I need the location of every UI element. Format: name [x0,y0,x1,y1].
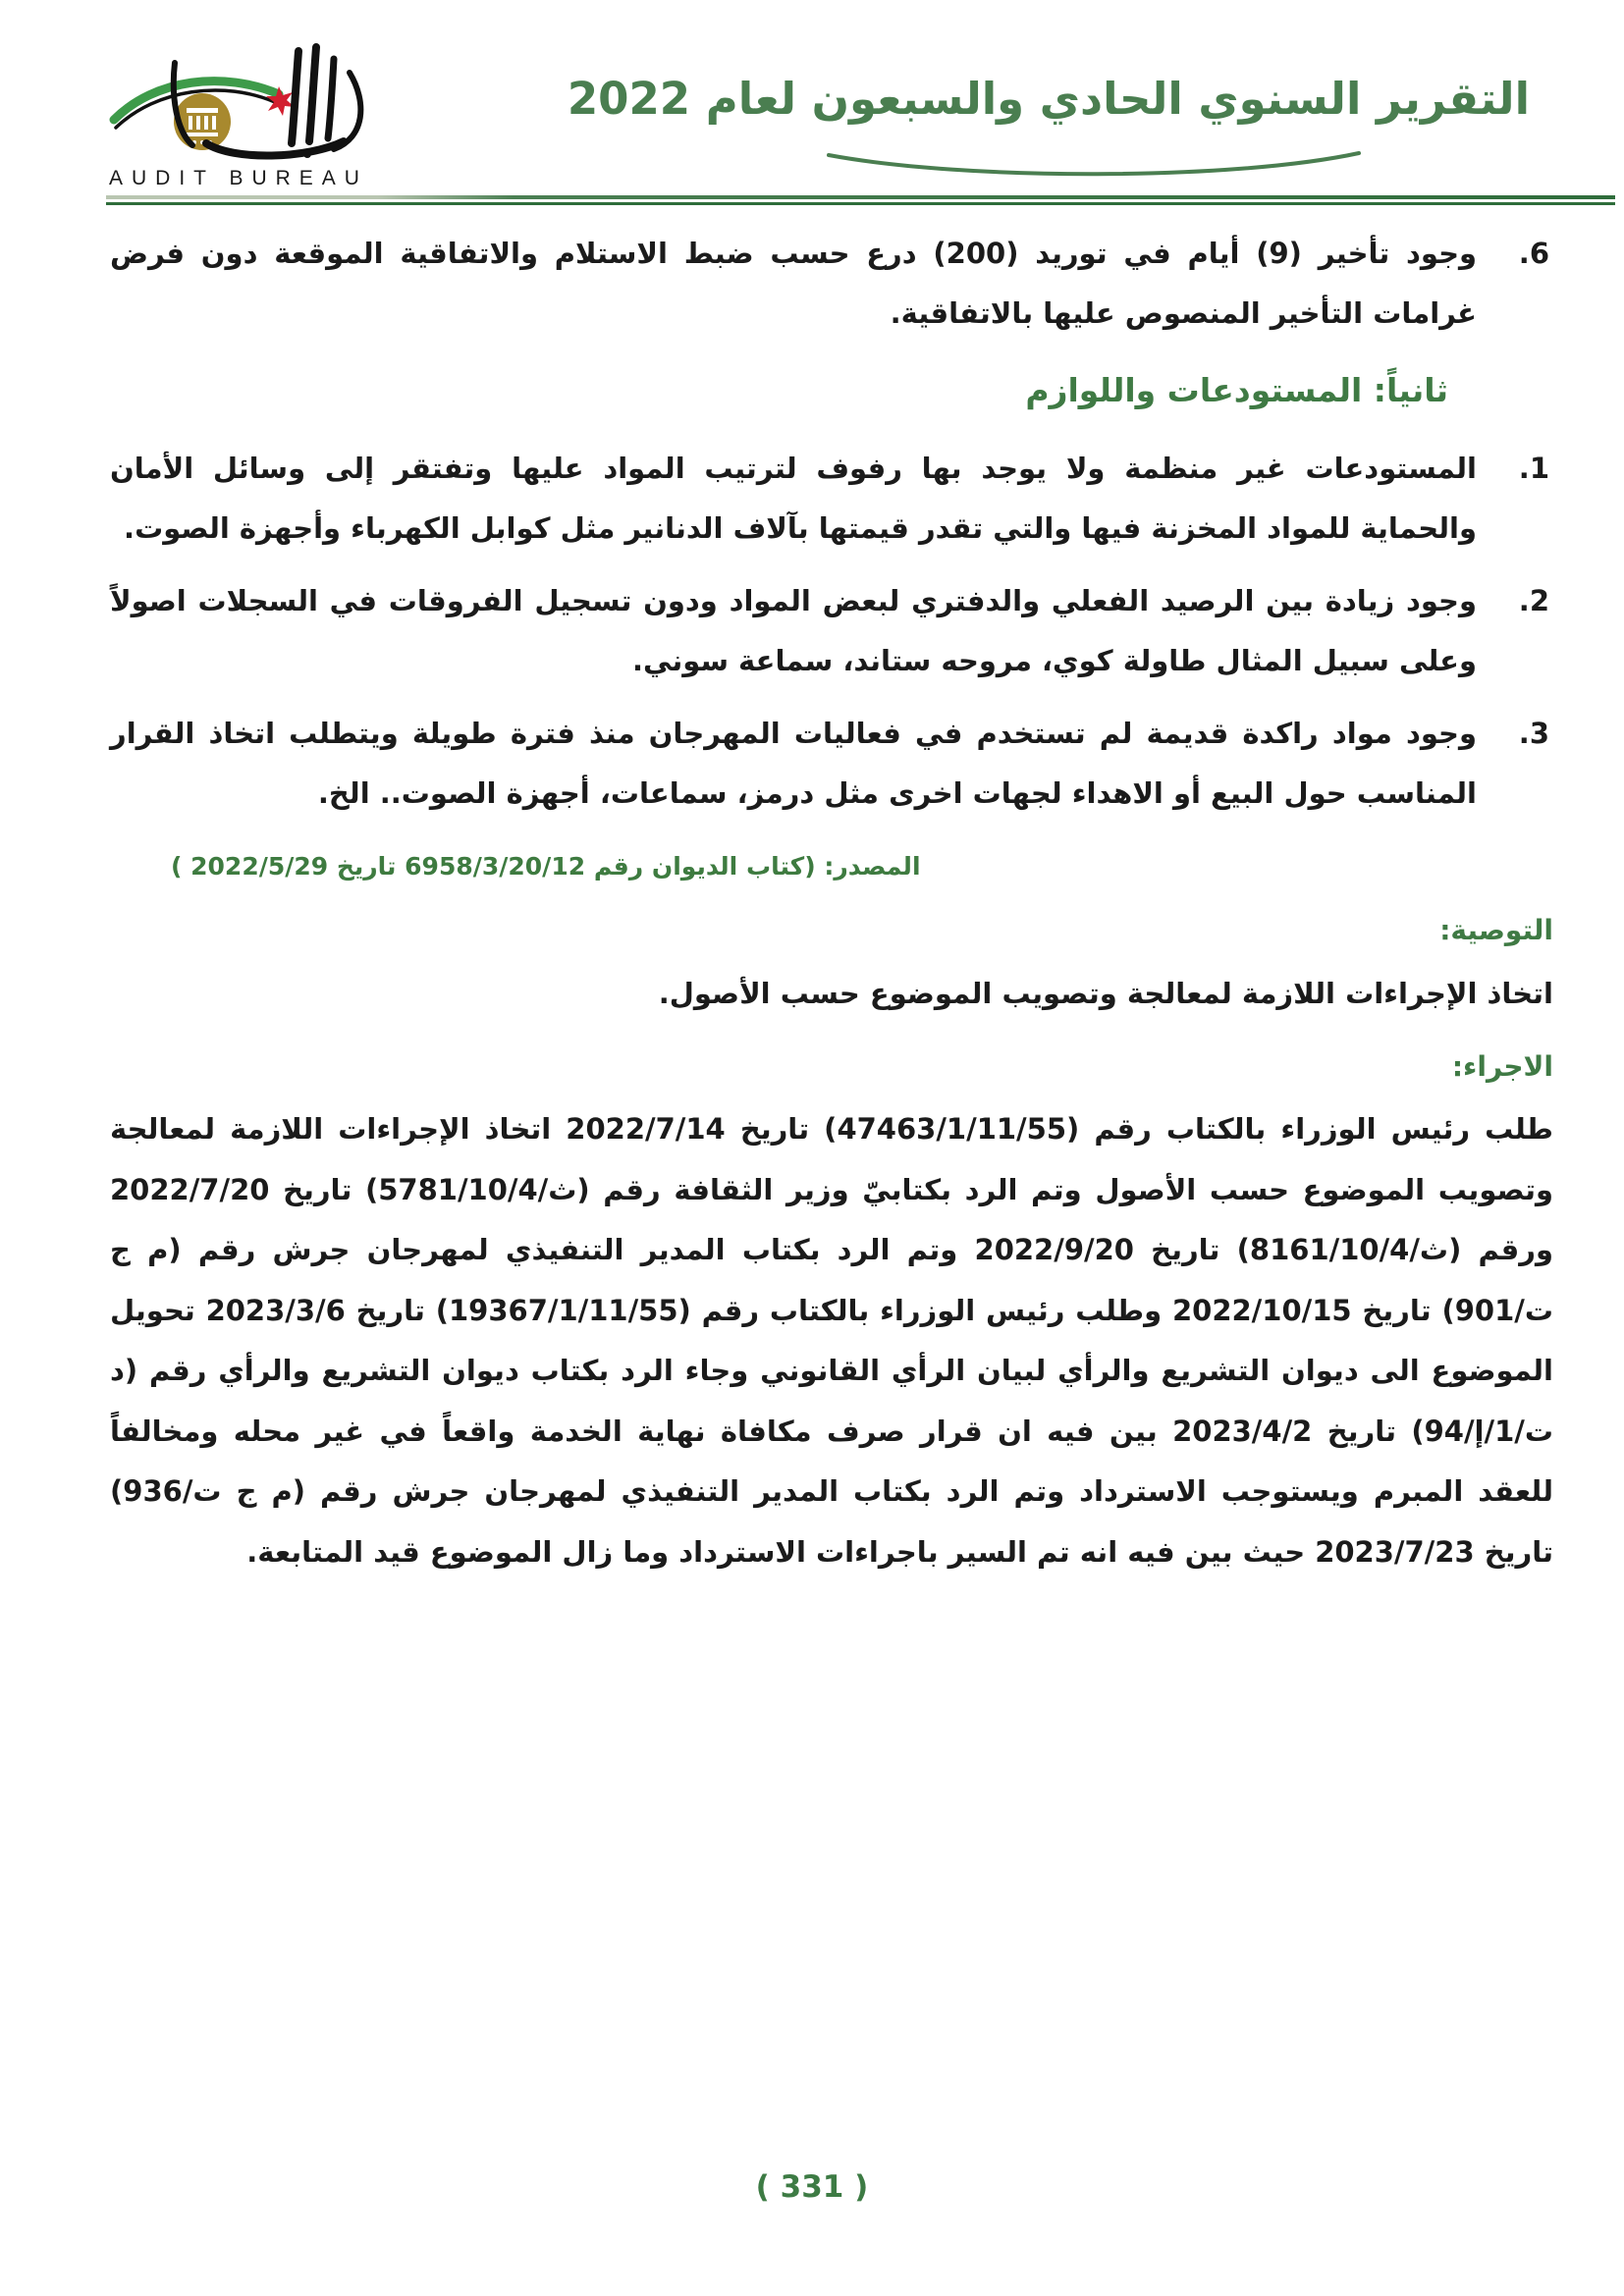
finding-number: 6. [1518,237,1549,270]
title-swash-decoration [819,147,1369,181]
logo-latin-name: AUDIT BUREAU [109,167,368,189]
finding-number: 2. [1518,583,1549,617]
finding-text: وجود تأخير (9) أيام في توريد (200) درع حسب ضبط الاستلام والاتفاقية الموقعة دون فرض غرامات التأخير المنصوص عليها بالاتفاقية. [110,237,1477,331]
report-title: التقرير السنوي الحادي والسبعون لعام 2022 [567,73,1530,125]
finding-number: 1. [1518,451,1549,485]
finding-item-2 [110,571,1553,692]
audit-bureau-logo [86,43,391,190]
source-line: المصدر: (كتاب الديوان رقم 6958/3/20/12 تاريخ 2022/5/29 ) [171,851,921,881]
logo-gold-emblem [174,93,231,150]
header-divider [106,195,1615,205]
finding-number: 3. [1518,716,1549,750]
finding-text: وجود مواد راكدة قديمة لم تستخدم في فعاليات المهرجان منذ فترة طويلة ويتطلب اتخاذ القرار المناسب حول البيع أو الاهداء لجهات اخرى مثل درمز، سماعات، أجهزة الصوت.. الخ. [110,716,1477,811]
recommendation-text: اتخاذ الإجراءات اللازمة لمعالجة وتصويب الموضوع حسب الأصول. [658,976,1553,1010]
logo-graphic [86,43,391,161]
action-heading: الاجراء: [1451,1050,1553,1084]
finding-item-1 [110,439,1553,560]
finding-item-6 [110,224,1553,345]
report-body [110,224,1553,1588]
page-number: ( 331 ) [755,2169,869,2205]
finding-text: وجود زيادة بين الرصيد الفعلي والدفتري لبعض المواد ودون تسجيل الفروقات في السجلات اصولاً وعلى سبيل المثال طاولة كوي، مروحه ستاند، سماعة سوني. [110,583,1477,678]
recommendation-heading: التوصية: [1439,914,1553,947]
finding-item-3 [110,704,1553,825]
action-text: طلب رئيس الوزراء بالكتاب رقم (47463/1/11/55) تاريخ 2022/7/14 اتخاذ الإجراءات اللازمة لمعالجة وتصويب الموضوع حسب الأصول وتم الرد بكتابيّ وزير الثقافة رقم (ث/5781/10/4) تاريخ 2022/7/20 ورقم (ث/8161/10/4) تاريخ 2022/9/20 وتم الرد بكتاب المدير التنفيذي لمهرجان جرش رقم (م ج ت/901) تاريخ 2022/10/15 وطلب رئيس الوزراء بالكتاب رقم (19367/1/11/55) تاريخ 2023/3/6 تحويل الموضوع الى ديوان التشريع والرأي لبيان الرأي القانوني وجاء الرد بكتاب ديوان التشريع والرأي رقم (د ت/1/إ/94) تاريخ 2023/4/2 بين فيه ان قرار صرف مكافاة نهاية الخدمة واقعاً في غير محله ومخالفاً للعقد المبرم ويستوجب الاسترداد وتم الرد بكتاب المدير التنفيذي لمهرجان جرش رقم (م ج ت/936) تاريخ 2023/7/23 حيث بين فيه انه تم السير باجراءات الاسترداد وما زال الموضوع قيد المتابعة. [110,1112,1554,1569]
finding-text: المستودعات غير منظمة ولا يوجد بها رفوف لترتيب المواد عليها وتفتقر إلى وسائل الأمان والحماية للمواد المخزنة فيها والتي تقدر قيمتها بآلاف الدنانير مثل كوابل الكهرباء وأجهزة الصوت. [110,451,1477,546]
section-heading-warehouses: ثانياً: المستودعات واللوازم [1025,370,1448,409]
logo-calligraphy-dot [303,150,311,158]
divider-bottom-line [106,202,1615,205]
